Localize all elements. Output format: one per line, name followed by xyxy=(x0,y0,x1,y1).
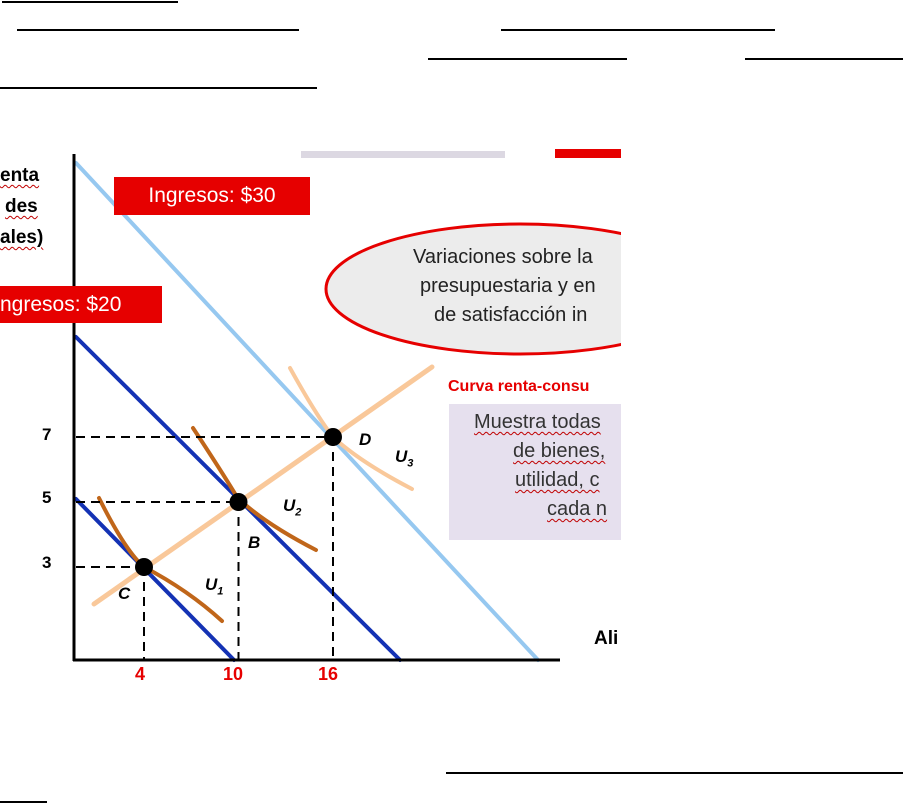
callout-text xyxy=(380,243,621,339)
income-high-label: Ingresos: $30 xyxy=(114,177,310,215)
data-point-b xyxy=(230,493,248,511)
u3-label xyxy=(395,447,413,469)
x-tick-label: 16 xyxy=(318,664,339,684)
u1-label xyxy=(205,575,223,597)
data-point-c xyxy=(135,558,153,576)
u2-sub: 2 xyxy=(295,506,302,519)
x-tick-label: 10 xyxy=(223,664,244,684)
curve-title xyxy=(448,375,621,399)
x-tick-label: 4 xyxy=(135,664,146,684)
info-text xyxy=(449,408,621,540)
y-tick-label: 5 xyxy=(42,488,52,507)
point-label-b: B xyxy=(248,533,261,552)
y-axis-label-line: enta xyxy=(0,165,40,186)
info-line: utilidad, c xyxy=(515,469,600,491)
info-line: de bienes, xyxy=(513,440,606,462)
info-line: Muestra todas xyxy=(474,411,601,433)
callout-line: Variaciones sobre la xyxy=(413,246,593,268)
u1-sub: 1 xyxy=(217,585,224,598)
u2-main: U xyxy=(283,496,296,515)
y-axis-label xyxy=(0,160,43,253)
y-tick-label: 3 xyxy=(42,553,52,572)
curve-title-text: Curva renta-consu xyxy=(448,378,590,395)
y-axis-label-line: des xyxy=(5,196,38,217)
point-label-d: D xyxy=(359,430,372,449)
info-line: cada n xyxy=(547,498,608,520)
income-low-label xyxy=(0,286,162,323)
data-point-d xyxy=(324,428,342,446)
income-low-text: ngresos: $20 xyxy=(0,293,122,316)
callout-line: de satisfacción in xyxy=(434,304,588,326)
u1-main: U xyxy=(205,575,218,594)
indifference-curve-u3 xyxy=(290,368,412,489)
u3-sub: 3 xyxy=(407,457,414,470)
y-tick-label: 7 xyxy=(42,425,52,444)
callout-line: presupuestaria y en xyxy=(420,275,596,297)
point-label-c: C xyxy=(118,584,131,603)
u2-label xyxy=(283,496,301,518)
x-axis-label: Ali xyxy=(594,628,619,649)
y-axis-label-line: ales) xyxy=(0,227,44,248)
u3-main: U xyxy=(395,447,408,466)
